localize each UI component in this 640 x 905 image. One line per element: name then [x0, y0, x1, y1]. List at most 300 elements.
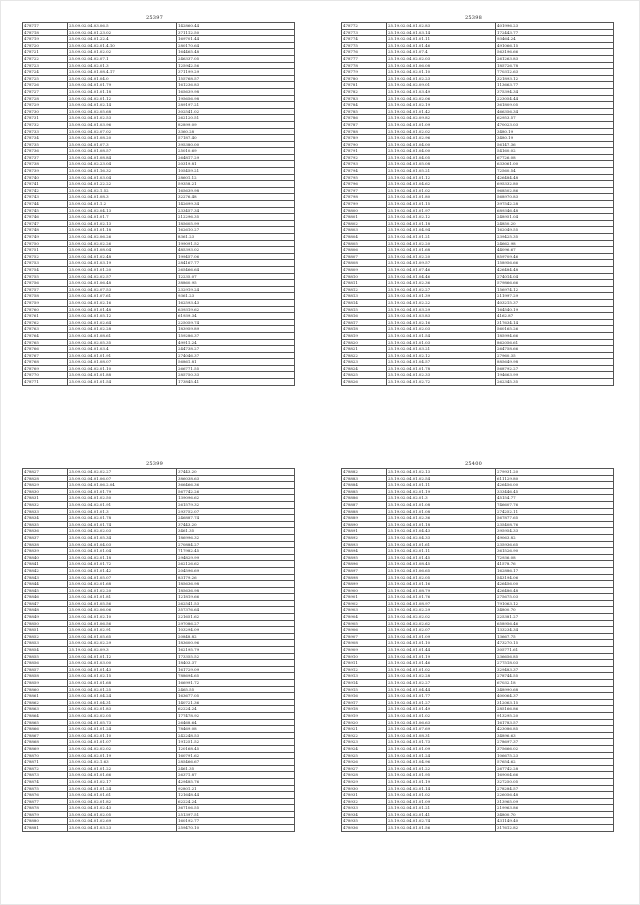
code-cell: 25.19.02.04.01.02.33: [387, 372, 496, 379]
row-id-cell: 478904: [342, 614, 387, 621]
amount-cell: 185726.78: [496, 62, 614, 69]
code-cell: 25.19.02.04.01.01.80: [387, 194, 496, 201]
code-cell: 25.19.02.04.01.01.09: [387, 745, 496, 752]
table-row: [23, 247, 295, 254]
table-row: [23, 260, 295, 267]
amount-cell: 579866.66: [496, 280, 614, 287]
table-row: [342, 121, 614, 128]
code-cell: 25.09.02.04.02.01.91: [68, 501, 177, 508]
code-cell: 25.19.02.04.01.02.13: [387, 469, 496, 476]
code-cell: 25.09.02.04.02.1.52: [68, 187, 177, 194]
code-cell: 25.09.02.04.02.01.82: [68, 798, 177, 805]
table-row: [23, 561, 295, 568]
code-cell: 25.09.02.04.02.01.12: [68, 95, 177, 102]
table-row: [342, 115, 614, 122]
amount-cell: 93464.24: [496, 36, 614, 43]
row-id-cell: 478912: [342, 666, 387, 673]
table-row: [342, 240, 614, 247]
code-cell: 25.09.02.04.02.01.4.10: [68, 42, 177, 49]
amount-cell: 8361.23: [177, 234, 295, 241]
row-id-cell: 478806: [342, 247, 387, 254]
row-id-cell: 478857: [23, 666, 68, 673]
row-id-cell: 478776: [342, 49, 387, 56]
code-cell: 25.19.02.04.01.01.42: [387, 108, 496, 115]
row-id-cell: 478763: [23, 326, 68, 333]
amount-cell: 277518.03: [496, 660, 614, 667]
row-id-cell: 478724: [23, 69, 68, 76]
amount-cell: 92801.21: [177, 785, 295, 792]
code-cell: 25.19.02.04.01.01.12: [387, 174, 496, 181]
row-id-cell: 478778: [342, 62, 387, 69]
code-cell: 25.19.02.04.02.02.06: [387, 95, 496, 102]
code-cell: 25.09.02.04.01.05.12: [68, 313, 177, 320]
code-cell: 25.09.02.04.01.08.57: [68, 148, 177, 155]
table-row: [342, 273, 614, 280]
row-id-cell: 478784: [342, 102, 387, 109]
table-row: [23, 693, 295, 700]
amount-cell: 371112.50: [177, 29, 295, 36]
amount-cell: 266771.55: [177, 365, 295, 372]
row-id-cell: 478727: [23, 88, 68, 95]
row-id-cell: 478851: [23, 627, 68, 634]
row-id-cell: 478734: [23, 135, 68, 142]
row-id-cell: 478895: [342, 554, 387, 561]
table-row: [23, 587, 295, 594]
code-cell: 25.09.02.04.01.08.04: [68, 247, 177, 254]
table-row: [23, 181, 295, 188]
table-row: [23, 266, 295, 273]
amount-cell: 27960.35: [496, 352, 614, 359]
code-cell: 25.19.02.04.01.07.46: [387, 266, 496, 273]
row-id-cell: 478746: [23, 214, 68, 221]
row-id-cell: 478774: [342, 36, 387, 43]
row-id-cell: 478773: [342, 29, 387, 36]
row-id-cell: 478736: [23, 148, 68, 155]
table-row: [342, 752, 614, 759]
table-row: [23, 798, 295, 805]
amount-cell: 186996.32: [177, 534, 295, 541]
row-id-cell: 478754: [23, 266, 68, 273]
code-cell: 25.09.02.04.01.01.66: [68, 772, 177, 779]
amount-cell: 183959.89: [177, 326, 295, 333]
code-cell: 25.19.02.04.01.01.54: [387, 332, 496, 339]
table-row: [342, 534, 614, 541]
table-row: [342, 778, 614, 785]
amount-cell: 62953.57: [496, 115, 614, 122]
row-id-cell: 478790: [342, 141, 387, 148]
amount-cell: 161729.09: [177, 666, 295, 673]
code-cell: 25.09.02.04.01.02.17: [68, 778, 177, 785]
code-cell: 25.19.02.04.01.03.83: [387, 313, 496, 320]
amount-cell: 543194.06: [496, 574, 614, 581]
amount-cell: 159286.37: [177, 332, 295, 339]
table-row: [23, 620, 295, 627]
table-row: [23, 36, 295, 43]
amount-cell: 9361.23: [177, 293, 295, 300]
table-row: [342, 201, 614, 208]
table-row: [342, 594, 614, 601]
amount-cell: 375394.34: [496, 88, 614, 95]
table-row: [342, 680, 614, 687]
row-id-cell: 478907: [342, 633, 387, 640]
data-table: [22, 468, 295, 832]
amount-cell: 13667.75: [496, 633, 614, 640]
table-row: [342, 372, 614, 379]
table-row: [23, 706, 295, 713]
code-cell: 25.19.02.04.02.01.3: [387, 495, 496, 502]
amount-cell: 280170.64: [177, 42, 295, 49]
amount-cell: 485393.02: [177, 247, 295, 254]
amount-cell: 4162.87: [496, 313, 614, 320]
amount-cell: 165639.98: [177, 187, 295, 194]
table-row: [23, 475, 295, 482]
row-id-cell: 478919: [342, 712, 387, 719]
amount-cell: 105459.21: [177, 168, 295, 175]
row-id-cell: 478899: [342, 581, 387, 588]
code-cell: 25.19.02.04.01.04.46: [387, 273, 496, 280]
row-id-cell: 478840: [23, 554, 68, 561]
code-cell: 25.19.02.04.01.02.20: [387, 253, 496, 260]
amount-cell: 395954.33: [496, 528, 614, 535]
amount-cell: 285466.67: [177, 759, 295, 766]
code-cell: 25.09.02.04.01.02.91: [68, 627, 177, 634]
amount-cell: 212296.35: [177, 214, 295, 221]
row-id-cell: 478901: [342, 594, 387, 601]
amount-cell: 302541.02: [177, 108, 295, 115]
table-row: [23, 108, 295, 115]
code-cell: 25.09.02.04.01.01.61: [68, 792, 177, 799]
amount-cell: 12235.07: [177, 273, 295, 280]
table-row: [342, 792, 614, 799]
table-row: [342, 706, 614, 713]
code-cell: 25.19.02.04.01.09.57: [387, 260, 496, 267]
amount-cell: 204596.69: [177, 567, 295, 574]
amount-cell: 56147.36: [496, 141, 614, 148]
table-row: [342, 75, 614, 82]
row-id-cell: 478750: [23, 240, 68, 247]
row-id-cell: 478723: [23, 62, 68, 69]
code-cell: 25.19.02.04.01.01.02: [387, 792, 496, 799]
code-cell: 25.19.02.04.01.01.19: [387, 653, 496, 660]
code-cell: 25.19.02.04.01.02.83: [387, 23, 496, 30]
amount-cell: 2461.35: [177, 765, 295, 772]
table-row: [342, 148, 614, 155]
code-cell: 25.09.02.04.01.16.32: [68, 168, 177, 175]
amount-cell: 62224.24: [177, 798, 295, 805]
code-cell: 25.19.02.04.01.01.97: [387, 207, 496, 214]
amount-cell: 274252.11: [496, 508, 614, 515]
code-cell: 25.19.02.04.02.09.82: [387, 115, 496, 122]
row-id-cell: 478837: [23, 534, 68, 541]
row-id-cell: 478789: [342, 135, 387, 142]
row-id-cell: 478804: [342, 234, 387, 241]
code-cell: 25.09.02.04.01.02.13: [68, 220, 177, 227]
code-cell: 25.09.02.04.01.03.04: [68, 174, 177, 181]
table-row: [342, 515, 614, 522]
table-row: [342, 168, 614, 175]
row-id-cell: 478816: [342, 313, 387, 320]
code-cell: 25.19.02.04.01.02.36: [387, 515, 496, 522]
table-row: [342, 554, 614, 561]
row-id-cell: 478757: [23, 286, 68, 293]
row-id-cell: 478902: [342, 600, 387, 607]
table-title: 25400: [465, 461, 482, 467]
row-id-cell: 478756: [23, 280, 68, 287]
amount-cell: 26468.64: [177, 719, 295, 726]
code-cell: 25.19.02.04.02.01.41: [387, 811, 496, 818]
code-cell: 25.09.02.04.01.01.74: [68, 521, 177, 528]
row-id-cell: 478759: [23, 299, 68, 306]
code-cell: 25.09.02.04.02.02.02: [68, 745, 177, 752]
amount-cell: 289197.21: [177, 102, 295, 109]
code-cell: 25.09.02.04.02.02.05: [68, 712, 177, 719]
code-cell: 25.09.02.04.01.02.05: [68, 811, 177, 818]
amount-cell: 275675.03: [496, 594, 614, 601]
row-id-cell: 478922: [342, 732, 387, 739]
table-row: [342, 379, 614, 386]
table-row: [342, 699, 614, 706]
table-row: [23, 778, 295, 785]
amount-cell: 429485.76: [177, 778, 295, 785]
table-row: [342, 227, 614, 234]
row-id-cell: 478870: [23, 752, 68, 759]
table-row: [342, 614, 614, 621]
amount-cell: 121819.66: [177, 594, 295, 601]
amount-cell: 162610.27: [177, 227, 295, 234]
table-row: [342, 587, 614, 594]
row-id-cell: 478717: [23, 23, 68, 30]
table-row: [23, 785, 295, 792]
table-row: [23, 614, 295, 621]
row-id-cell: 478807: [342, 253, 387, 260]
amount-cell: 859709.46: [496, 253, 614, 260]
code-cell: 25.09.02.04.02.01.68: [68, 581, 177, 588]
table-row: [23, 306, 295, 313]
code-cell: 25.09.02.04.01.01.79: [68, 488, 177, 495]
code-cell: 25.09.02.04.01.01.04: [68, 548, 177, 555]
amount-cell: 162886.17: [496, 567, 614, 574]
code-cell: 25.19.02.04.01.02.54: [387, 475, 496, 482]
code-cell: 25.19.02.04.01.02.12: [387, 352, 496, 359]
row-id-cell: 478829: [23, 482, 68, 489]
amount-cell: 185605.99: [177, 220, 295, 227]
amount-cell: 44096.67: [496, 247, 614, 254]
table-row: [23, 745, 295, 752]
table-row: [342, 220, 614, 227]
row-id-cell: 478780: [342, 75, 387, 82]
row-id-cell: 478787: [342, 121, 387, 128]
code-cell: 25.09.02.04.01.01.20: [68, 266, 177, 273]
table-row: [342, 765, 614, 772]
row-id-cell: 478812: [342, 286, 387, 293]
row-id-cell: 478797: [342, 187, 387, 194]
code-cell: 25.19.02.04.01.02.23: [387, 75, 496, 82]
row-id-cell: 478770: [23, 372, 68, 379]
row-id-cell: 478914: [342, 680, 387, 687]
code-cell: 25.09.02.04.01.01.72: [68, 561, 177, 568]
table-row: [23, 372, 295, 379]
row-id-cell: 478872: [23, 765, 68, 772]
amount-cell: 34800.70: [496, 607, 614, 614]
row-id-cell: 478782: [342, 88, 387, 95]
code-cell: 25.09.02.04.02.05.68: [68, 108, 177, 115]
table-row: [342, 128, 614, 135]
code-cell: 25.09.02.04.01.01.88: [68, 372, 177, 379]
table-row: [23, 280, 295, 287]
code-cell: 25.19.02.04.01.02.16: [387, 319, 496, 326]
row-id-cell: 478915: [342, 686, 387, 693]
row-id-cell: 478853: [23, 640, 68, 647]
amount-cell: 41578.76: [496, 561, 614, 568]
amount-cell: 20848.82: [177, 633, 295, 640]
table-row: [342, 181, 614, 188]
table-row: [23, 23, 295, 30]
row-id-cell: 478794: [342, 168, 387, 175]
amount-cell: 560165.26: [496, 326, 614, 333]
code-cell: 25.19.02.04.01.04.96: [387, 759, 496, 766]
amount-cell: 161783.57: [496, 719, 614, 726]
table-row: [23, 115, 295, 122]
code-cell: 25.09.02.04.02.01.10: [68, 732, 177, 739]
amount-cell: 57654.62: [496, 759, 614, 766]
code-cell: 25.09.02.04.02.23.04: [68, 161, 177, 168]
table-row: [342, 95, 614, 102]
row-id-cell: 478932: [342, 798, 387, 805]
table-row: [342, 482, 614, 489]
amount-cell: 67032.18: [496, 680, 614, 687]
row-id-cell: 478793: [342, 161, 387, 168]
amount-cell: 34896.63: [496, 732, 614, 739]
row-id-cell: 478799: [342, 201, 387, 208]
table-row: [342, 772, 614, 779]
row-id-cell: 478905: [342, 620, 387, 627]
code-cell: 25.09.02.04.02.02.26: [68, 240, 177, 247]
code-cell: 25.19.02.04.01.01.02: [387, 666, 496, 673]
code-cell: 25.19.02.04.01.01.46: [387, 660, 496, 667]
code-cell: 25.19.02.04.01.01.08: [387, 508, 496, 515]
amount-cell: 140721.36: [177, 699, 295, 706]
amount-cell: 24850.20: [496, 220, 614, 227]
table-row: [342, 352, 614, 359]
amount-cell: 3360.28: [177, 128, 295, 135]
table-row: [23, 825, 295, 832]
amount-cell: 403215.37: [496, 299, 614, 306]
table-row: [342, 135, 614, 142]
table-row: [23, 346, 295, 353]
code-cell: 25.09.02.04.01.01.42: [68, 567, 177, 574]
amount-cell: 3480.19: [496, 128, 614, 135]
table-row: [342, 88, 614, 95]
code-cell: 25.19.02.04.02.04.33: [387, 534, 496, 541]
code-cell: 25.09.02.04.01.02.10: [68, 614, 177, 621]
code-cell: 25.09.02.04.01.04.0: [68, 75, 177, 82]
code-cell: 25.19.02.04.01.05.08: [387, 161, 496, 168]
amount-cell: 177478.92: [177, 712, 295, 719]
amount-cell: 173355.52: [177, 653, 295, 660]
data-table: [341, 468, 614, 832]
table-row: [342, 326, 614, 333]
code-cell: 25.19.02.04.01.08.45: [387, 561, 496, 568]
table-row: [23, 227, 295, 234]
row-id-cell: 478825: [342, 372, 387, 379]
amount-cell: 367106.55: [177, 805, 295, 812]
code-cell: 25.09.02.04.01.06.56: [68, 620, 177, 627]
amount-cell: 788694.65: [177, 673, 295, 680]
code-cell: 25.19.02.04.01.08.31: [387, 732, 496, 739]
code-cell: 25.09.02.04.01.03.00: [68, 660, 177, 667]
code-cell: 25.09.02.04.01.01.07: [68, 739, 177, 746]
code-cell: 25.19.02.04.01.01.08: [387, 501, 496, 508]
amount-cell: 191251.52: [177, 739, 295, 746]
amount-cell: 32276.48: [177, 194, 295, 201]
row-id-cell: 478888: [342, 508, 387, 515]
code-cell: 25.19.02.04.01.02.07: [387, 627, 496, 634]
code-cell: 25.19.02.04.01.01.39: [387, 293, 496, 300]
amount-cell: 423086.85: [496, 726, 614, 733]
table-row: [23, 719, 295, 726]
table-title: 25398: [465, 15, 482, 21]
table-row: [342, 759, 614, 766]
table-row: [23, 567, 295, 574]
amount-cell: 567877.65: [496, 515, 614, 522]
amount-cell: 156974.12: [496, 286, 614, 293]
row-id-cell: 478738: [23, 161, 68, 168]
amount-cell: 162049.55: [496, 227, 614, 234]
row-id-cell: 478920: [342, 719, 387, 726]
table-row: [23, 128, 295, 135]
code-cell: 25.19.02.04.01.01.76: [387, 594, 496, 601]
code-cell: 25.19.02.04.01.01.45: [387, 554, 496, 561]
code-cell: 25.19.02.04.02.01.11: [387, 548, 496, 555]
amount-cell: 568970.83: [496, 194, 614, 201]
amount-cell: 371199.29: [177, 69, 295, 76]
amount-cell: 199091.52: [177, 240, 295, 247]
row-id-cell: 478819: [342, 332, 387, 339]
amount-cell: 142860.44: [177, 23, 295, 30]
table-row: [23, 293, 295, 300]
row-id-cell: 478903: [342, 607, 387, 614]
code-cell: 25.19.02.04.01.02.27: [387, 680, 496, 687]
table-row: [23, 154, 295, 161]
table-row: [23, 332, 295, 339]
row-id-cell: 478850: [23, 620, 68, 627]
code-cell: 25.09.02.04.01.02.15: [68, 673, 177, 680]
table-row: [23, 359, 295, 366]
row-id-cell: 478755: [23, 273, 68, 280]
code-cell: 25.09.02.04.01.04.24: [68, 693, 177, 700]
amount-cell: 3480.19: [496, 135, 614, 142]
row-id-cell: 478893: [342, 541, 387, 548]
row-id-cell: 478873: [23, 772, 68, 779]
code-cell: 25.19.02.04.01.01.02: [387, 712, 496, 719]
table-title: 25399: [146, 461, 163, 467]
amount-cell: 169701.44: [177, 36, 295, 43]
table-row: [23, 379, 295, 386]
code-cell: 25.19.02.04.01.01.18: [387, 521, 496, 528]
code-cell: 25.09.02.04.01.01.24: [68, 785, 177, 792]
table-row: [23, 521, 295, 528]
table-row: [342, 607, 614, 614]
table-row: [342, 745, 614, 752]
table-row: [342, 154, 614, 161]
amount-cell: 563196.66: [496, 49, 614, 56]
table-row: [23, 548, 295, 555]
code-cell: 25.09.02.04.01.08.3: [68, 194, 177, 201]
code-cell: 25.09.02.04.01.23.02: [68, 29, 177, 36]
row-id-cell: 478889: [342, 515, 387, 522]
code-cell: 25.09.02.04.01.07.61: [68, 293, 177, 300]
code-cell: 25.09.02.04.01.01.24: [68, 726, 177, 733]
